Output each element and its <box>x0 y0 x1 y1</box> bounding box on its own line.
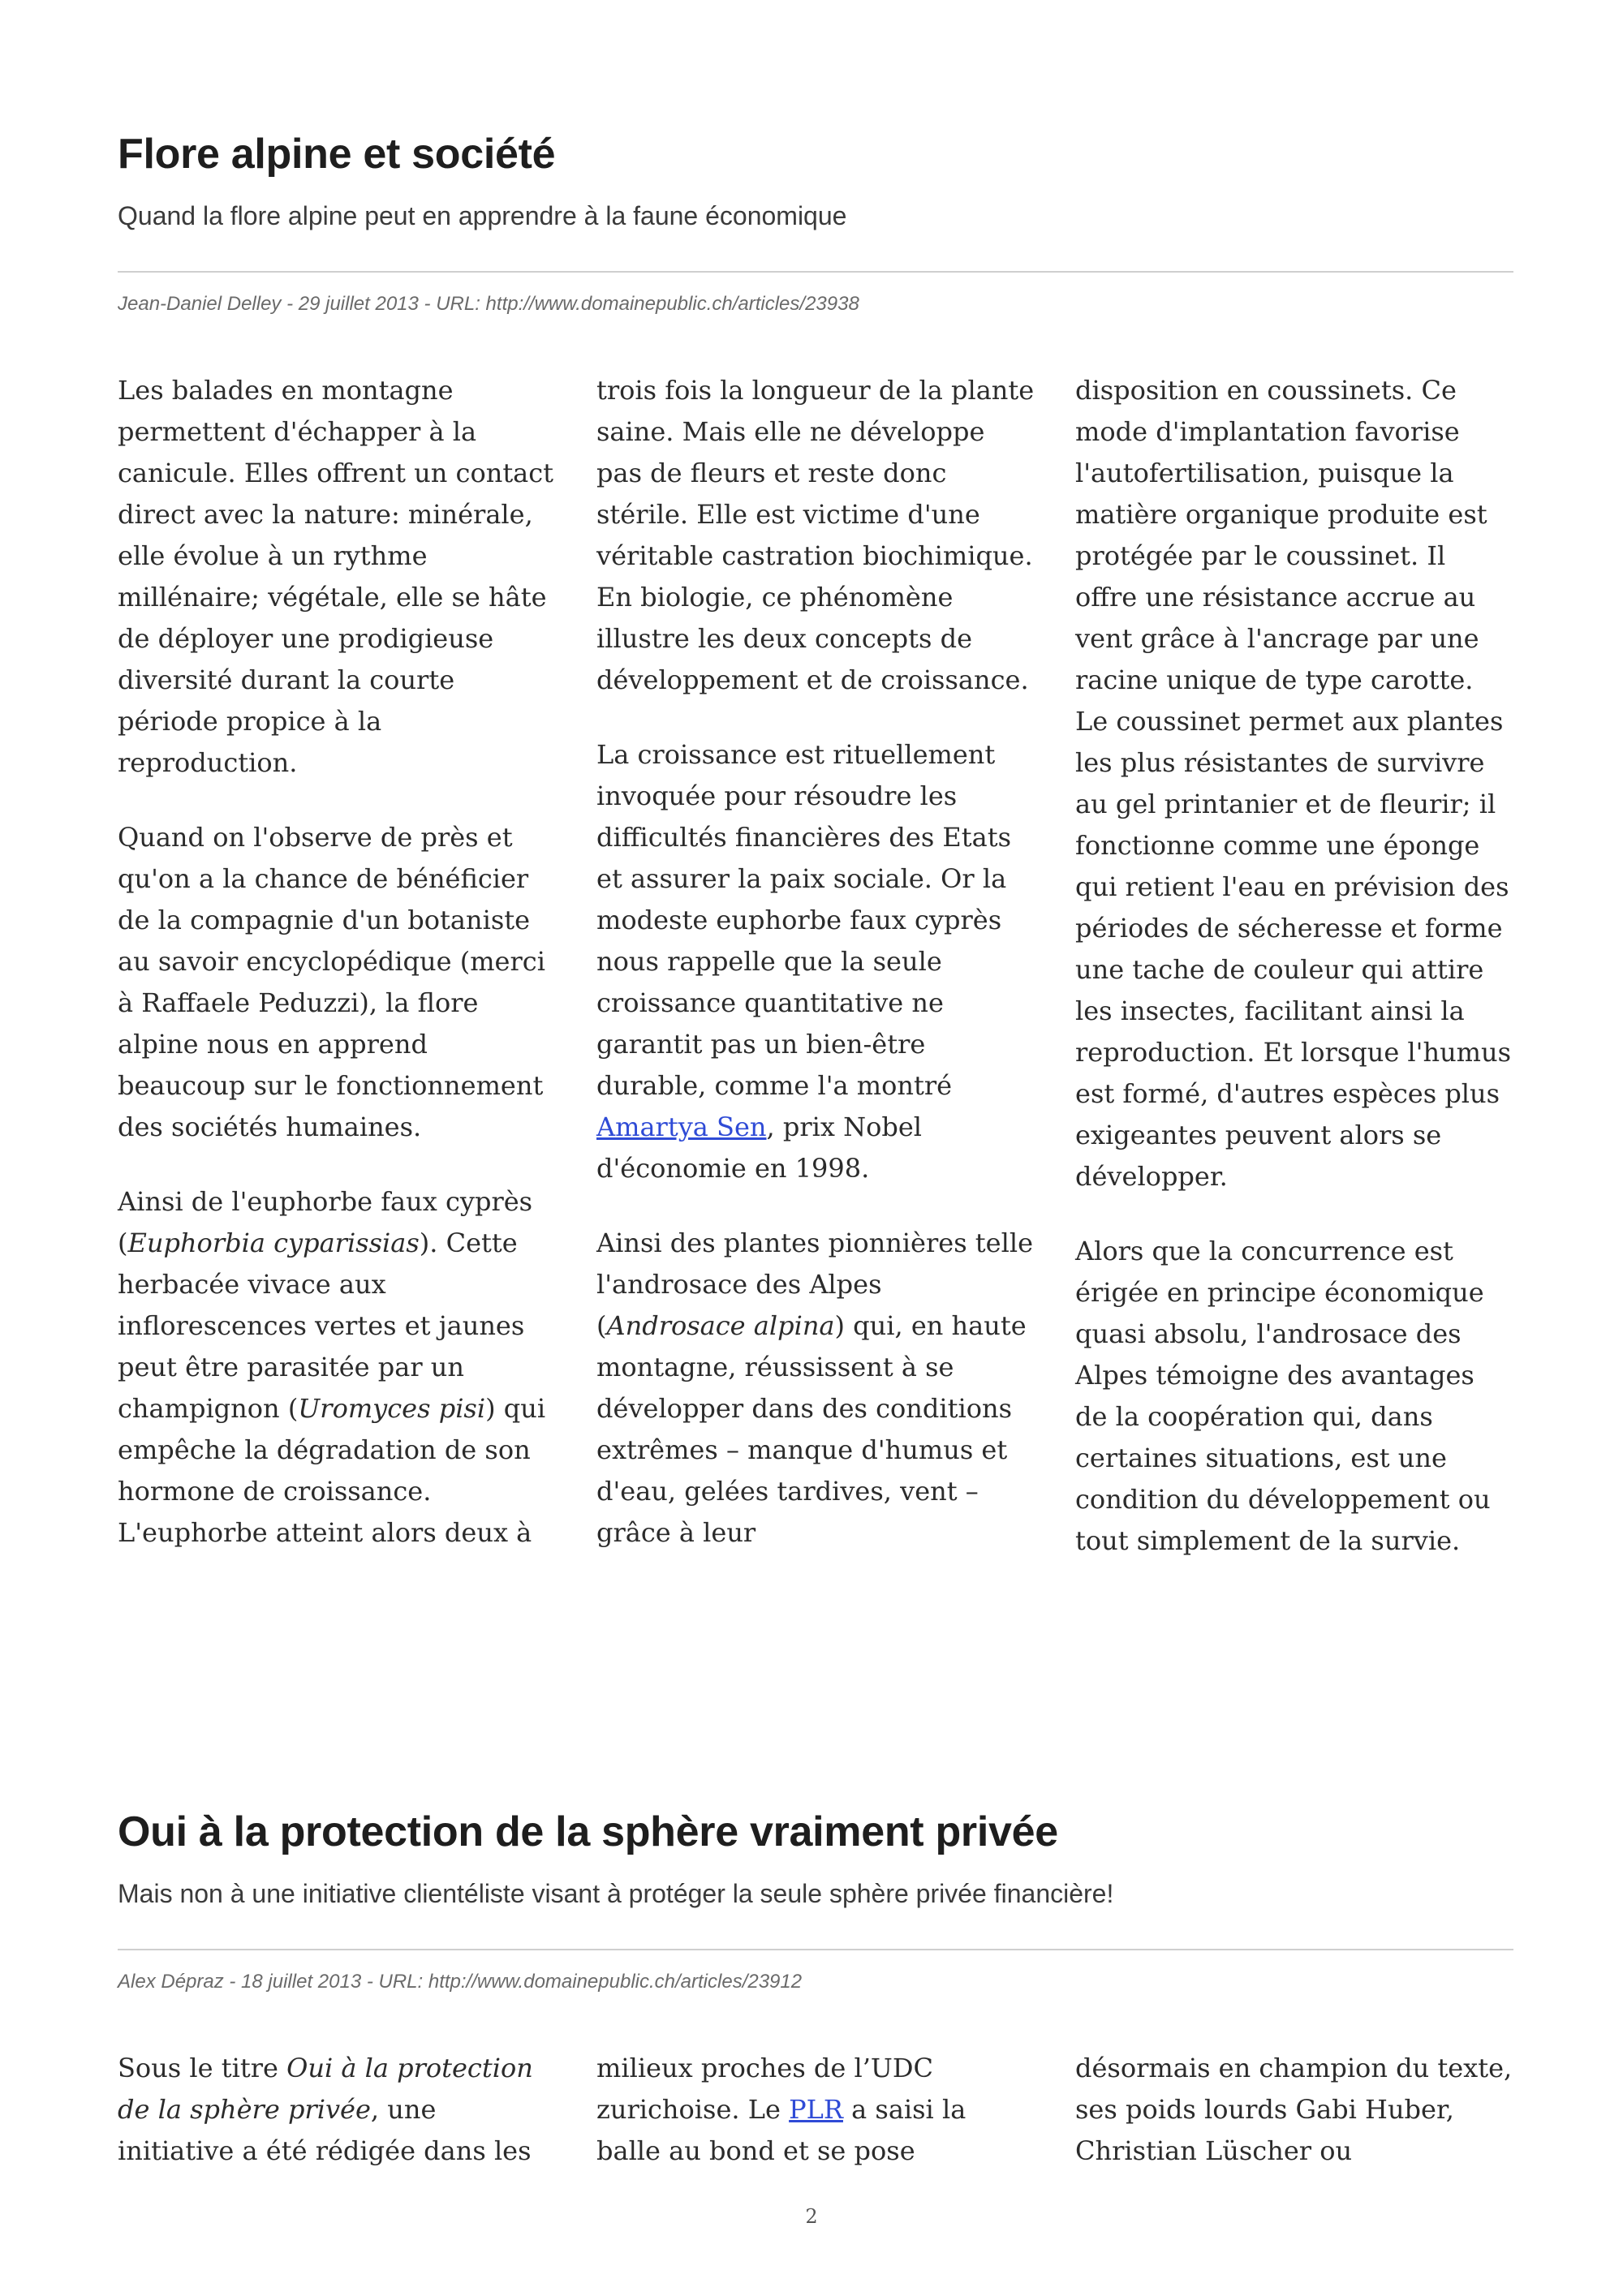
article-subtitle: Mais non à une initiative clientéliste visant à protéger la seule sphère privée financière! <box>118 1879 1114 1908</box>
article-body <box>118 370 1513 1562</box>
divider <box>118 1949 1513 1950</box>
species-name: Androsace alpina <box>606 1310 835 1341</box>
column-3 <box>1075 2048 1513 2172</box>
column-3 <box>1075 370 1513 1562</box>
paragraph <box>596 1223 1035 1554</box>
paragraph <box>596 734 1035 1189</box>
text-run: , prix Nobel d'économie en 1998. <box>596 1111 922 1184</box>
article-subtitle: Quand la flore alpine peut en apprendre à la faune économique <box>118 201 847 230</box>
column-2 <box>596 2048 1035 2172</box>
paragraph: Alors que la concurrence est érigée en principe économique quasi absolu, l'androsace des Alpes témoigne des avantages de la coopération qui, dans certaines situations, est une condition du développement ou tout simplement de la survie. <box>1075 1236 1491 1556</box>
text-run: Ainsi des plantes pionnières telle l'androsace des Alpes ( <box>596 1228 1033 1341</box>
column-2 <box>596 370 1035 1562</box>
text-run: Sous le titre <box>118 2053 287 2083</box>
link-amartya-sen[interactable]: Amartya Sen <box>596 1111 767 1142</box>
column-1 <box>118 2048 556 2172</box>
article-meta: Jean-Daniel Delley - 29 juillet 2013 - URL: http://www.domainepublic.ch/articles/23938 <box>118 293 859 315</box>
quoted-title: Oui à la protection de la sphère privée <box>118 2053 533 2125</box>
article-body <box>118 2048 1513 2172</box>
text-run: milieux proches de l’UDC zurichoise. Le <box>596 2053 934 2125</box>
article-sphere-privee <box>118 1799 1513 2172</box>
page-number: 2 <box>805 2205 818 2228</box>
paragraph: trois fois la longueur de la plante saine. Mais elle ne développe pas de fleurs et reste donc stérile. Elle est victime d'une véritable castration biochimique. En biologie, ce phénomène illustre les deux concepts de développement et de croissance. <box>596 375 1035 695</box>
text-run: La croissance est rituellement invoquée pour résoudre les difficultés financières des Etats et assurer la paix sociale. Or la modeste euphorbe faux cyprès nous rappelle que la seule croissance quantitative ne garantit pas un bien-être durable, comme l'a montré <box>596 739 1011 1101</box>
text-run: , une initiative a été rédigée dans les <box>118 2094 532 2166</box>
link-plr[interactable]: PLR <box>789 2094 843 2125</box>
text-run: ) qui, en haute montagne, réussissent à se développer dans des conditions extrêmes – manque d'humus et d'eau, gelées tardives, vent – grâce à leur <box>596 1310 1027 1548</box>
paragraph: Quand on l'observe de près et qu'on a la chance de bénéficier de la compagnie d'un botaniste au savoir encyclopédique (merci à Raffaele Peduzzi), la flore alpine nous en apprend beaucoup sur le fonctionnement des sociétés humaines. <box>118 822 545 1142</box>
article-title: Oui à la protection de la sphère vraiment privée <box>118 1808 1058 1855</box>
divider <box>118 271 1513 273</box>
article-meta: Alex Dépraz - 18 juillet 2013 - URL: http://www.domainepublic.ch/articles/23912 <box>118 1971 803 1993</box>
text-run: a saisi la balle au bond et se pose <box>596 2094 966 2166</box>
paragraph <box>596 2048 1035 2172</box>
species-name: Euphorbia cyparissias <box>127 1228 420 1258</box>
paragraph <box>118 1181 556 1554</box>
paragraph: désormais en champion du texte, ses poids lourds Gabi Huber, Christian Lüscher ou <box>1075 2053 1513 2166</box>
text-run: Ainsi de l'euphorbe faux cyprès ( <box>118 1186 533 1258</box>
paragraph: disposition en coussinets. Ce mode d'implantation favorise l'autofertilisation, puisque la matière organique produite est protégée par le coussinet. Il offre une résistance accrue au vent grâce à l'ancrage par une racine unique de type carotte. Le coussinet permet aux plantes les plus résistantes de survivre au gel printanier et de fleurir; il fonctionne comme une éponge qui retient l'eau en prévision des périodes de sécheresse et forme une tache de couleur qui attire les insectes, facilitant ainsi la reproduction. Et lorsque l'humus est formé, d'autres espèces plus exigeantes peuvent alors se développer. <box>1075 375 1512 1192</box>
column-1 <box>118 370 556 1562</box>
text-run: ) qui empêche la dégradation de son hormone de croissance. L'euphorbe atteint alors deux à <box>118 1393 546 1548</box>
paragraph <box>118 2048 556 2172</box>
text-run: ). Cette herbacée vivace aux inflorescences vertes et jaunes peut être parasitée par un champignon ( <box>118 1228 525 1424</box>
paragraph: Les balades en montagne permettent d'échapper à la canicule. Elles offrent un contact direct avec la nature: minérale, elle évolue à un rythme millénaire; végétale, elle se hâte de déployer une prodigieuse diversité durant la courte période propice à la reproduction. <box>118 375 554 778</box>
article-title: Flore alpine et société <box>118 131 556 178</box>
species-name: Uromyces pisi <box>298 1393 486 1424</box>
article-flore-alpine <box>118 122 1513 1562</box>
